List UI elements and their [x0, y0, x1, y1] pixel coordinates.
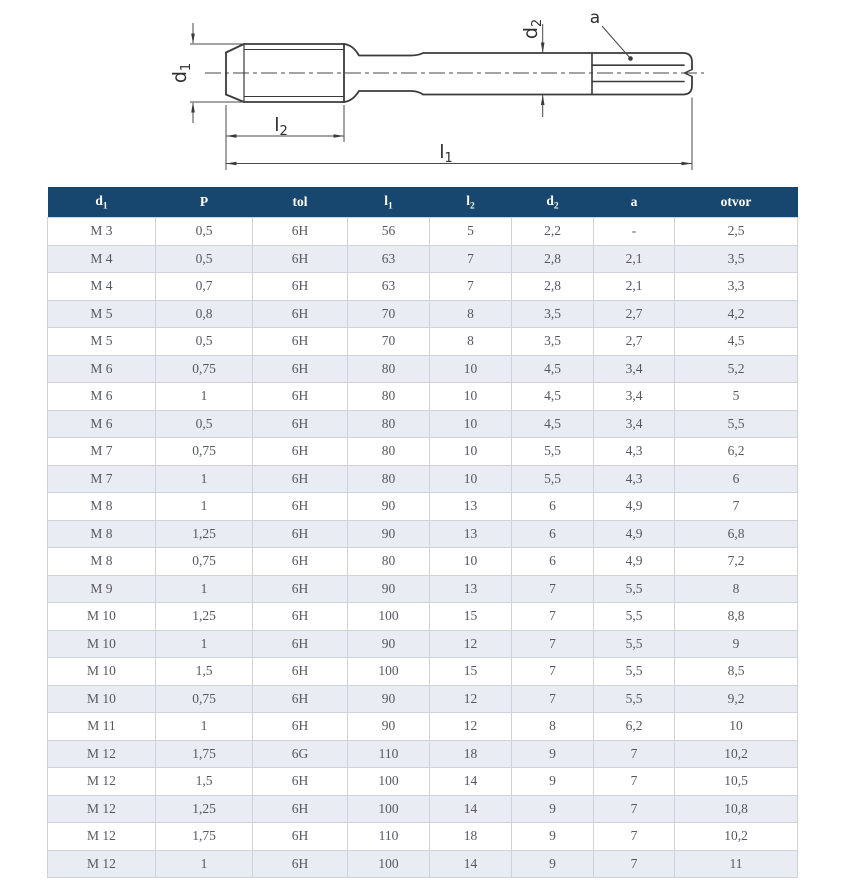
column-header: otvor — [675, 187, 798, 218]
table-cell: 1 — [156, 850, 253, 878]
table-cell: 4,3 — [594, 465, 675, 493]
table-cell: M 5 — [48, 328, 156, 356]
table-cell: M 6 — [48, 383, 156, 411]
table-row — [48, 273, 798, 301]
table-cell: 63 — [348, 273, 430, 301]
table-cell: 9,2 — [675, 685, 798, 713]
table-cell: 10,5 — [675, 768, 798, 796]
table-cell: 7 — [430, 273, 512, 301]
table-cell: 2,8 — [512, 245, 594, 273]
table-cell: 6H — [253, 795, 348, 823]
table-cell: 80 — [348, 465, 430, 493]
table-cell: M 10 — [48, 630, 156, 658]
column-header: $l_2$ — [430, 187, 512, 218]
table-cell: 12 — [430, 685, 512, 713]
table-cell: 0,75 — [156, 685, 253, 713]
table-cell: 2,1 — [594, 245, 675, 273]
table-cell: M 7 — [48, 465, 156, 493]
table-cell: 80 — [348, 383, 430, 411]
table-cell: 4,2 — [675, 300, 798, 328]
table-cell: 8,8 — [675, 603, 798, 631]
spec-table — [47, 187, 798, 878]
table-cell: 4,9 — [594, 548, 675, 576]
table-row — [48, 658, 798, 686]
table-cell: 56 — [348, 218, 430, 246]
table-row — [48, 603, 798, 631]
table-cell: 2,7 — [594, 300, 675, 328]
table-cell: 9 — [512, 850, 594, 878]
table-cell: 15 — [430, 658, 512, 686]
table-cell: 13 — [430, 520, 512, 548]
table-cell: 0,5 — [156, 245, 253, 273]
table-cell: 70 — [348, 328, 430, 356]
table-cell: M 10 — [48, 603, 156, 631]
table-cell: 6H — [253, 548, 348, 576]
table-cell: 6H — [253, 768, 348, 796]
table-cell: M 3 — [48, 218, 156, 246]
table-cell: 7 — [594, 823, 675, 851]
table-cell: 1 — [156, 630, 253, 658]
table-cell: 6H — [253, 465, 348, 493]
table-cell: 5,2 — [675, 355, 798, 383]
table-cell: 90 — [348, 630, 430, 658]
table-cell: 2,8 — [512, 273, 594, 301]
table-cell: M 4 — [48, 245, 156, 273]
table-cell: 18 — [430, 823, 512, 851]
table-cell: 100 — [348, 658, 430, 686]
table-cell: M 12 — [48, 768, 156, 796]
table-cell: 10 — [430, 438, 512, 466]
table-cell: 1,75 — [156, 740, 253, 768]
table-cell: 7 — [430, 245, 512, 273]
table-cell: 4,5 — [675, 328, 798, 356]
table-cell: 63 — [348, 245, 430, 273]
table-cell: 7 — [512, 575, 594, 603]
table-cell: 6H — [253, 850, 348, 878]
column-header: tol — [253, 187, 348, 218]
table-cell: 2,7 — [594, 328, 675, 356]
table-cell: 1,25 — [156, 520, 253, 548]
table-cell: 15 — [430, 603, 512, 631]
table-cell: 5,5 — [594, 658, 675, 686]
table-cell: 5 — [430, 218, 512, 246]
table-cell: 6H — [253, 520, 348, 548]
table-cell: 5,5 — [594, 575, 675, 603]
table-cell: 80 — [348, 355, 430, 383]
table-cell: 9 — [675, 630, 798, 658]
table-row — [48, 823, 798, 851]
table-cell: 10 — [430, 410, 512, 438]
table-cell: 6H — [253, 603, 348, 631]
column-header: $l_1$ — [348, 187, 430, 218]
table-cell: 6H — [253, 383, 348, 411]
table-cell: 9 — [512, 795, 594, 823]
table-cell: 2,1 — [594, 273, 675, 301]
table-cell: 9 — [512, 740, 594, 768]
table-cell: 6H — [253, 685, 348, 713]
table-cell: 0,5 — [156, 328, 253, 356]
table-cell: 4,9 — [594, 493, 675, 521]
table-cell: - — [594, 218, 675, 246]
column-header: P — [156, 187, 253, 218]
table-cell: M 9 — [48, 575, 156, 603]
table-cell: 10 — [430, 355, 512, 383]
table-cell: M 10 — [48, 658, 156, 686]
table-cell: 0,8 — [156, 300, 253, 328]
table-cell: 14 — [430, 768, 512, 796]
tap-technical-drawing — [0, 0, 843, 187]
table-cell: 6 — [675, 465, 798, 493]
table-cell: 90 — [348, 575, 430, 603]
table-cell: 90 — [348, 493, 430, 521]
table-cell: 5,5 — [594, 685, 675, 713]
table-cell: 0,5 — [156, 410, 253, 438]
table-cell: 110 — [348, 740, 430, 768]
table-cell: 100 — [348, 768, 430, 796]
column-header: $d_1$ — [48, 187, 156, 218]
table-row — [48, 465, 798, 493]
table-cell: M 6 — [48, 355, 156, 383]
table-cell: 5,5 — [675, 410, 798, 438]
table-row — [48, 218, 798, 246]
table-cell: 80 — [348, 410, 430, 438]
table-cell: 7 — [512, 685, 594, 713]
table-cell: 8 — [430, 300, 512, 328]
table-cell: 6H — [253, 300, 348, 328]
table-cell: 6H — [253, 658, 348, 686]
table-cell: M 12 — [48, 823, 156, 851]
table-cell: 12 — [430, 630, 512, 658]
table-row — [48, 548, 798, 576]
table-cell: 3,3 — [675, 273, 798, 301]
table-cell: 6,2 — [594, 713, 675, 741]
table-cell: 6H — [253, 630, 348, 658]
dimension-labels — [169, 8, 600, 166]
table-cell: 14 — [430, 850, 512, 878]
table-cell: 80 — [348, 548, 430, 576]
table-cell: 2,5 — [675, 218, 798, 246]
table-cell: 110 — [348, 823, 430, 851]
table-cell: M 8 — [48, 493, 156, 521]
table-cell: 6H — [253, 410, 348, 438]
table-cell: 70 — [348, 300, 430, 328]
table-cell: 4,5 — [512, 410, 594, 438]
table-row — [48, 245, 798, 273]
table-cell: 6H — [253, 355, 348, 383]
table-cell: 8,5 — [675, 658, 798, 686]
table-cell: 6H — [253, 328, 348, 356]
table-cell: 10,2 — [675, 740, 798, 768]
table-row — [48, 383, 798, 411]
label-d1: $d_1$ — [169, 62, 194, 84]
spec-table-body — [48, 218, 798, 878]
table-cell: 9 — [512, 823, 594, 851]
table-cell: 1,5 — [156, 658, 253, 686]
table-cell: 14 — [430, 795, 512, 823]
tap-drawing-svg — [0, 0, 843, 187]
table-cell: 4,3 — [594, 438, 675, 466]
table-cell: 6,2 — [675, 438, 798, 466]
table-cell: M 8 — [48, 548, 156, 576]
table-cell: 3,4 — [594, 383, 675, 411]
table-cell: 6H — [253, 218, 348, 246]
table-header-row — [48, 187, 798, 218]
table-cell: 4,5 — [512, 383, 594, 411]
table-cell: 6,8 — [675, 520, 798, 548]
table-row — [48, 740, 798, 768]
table-cell: 6 — [512, 493, 594, 521]
table-cell: 6H — [253, 823, 348, 851]
table-cell: M 8 — [48, 520, 156, 548]
table-cell: 11 — [675, 850, 798, 878]
table-cell: 3,5 — [675, 245, 798, 273]
table-cell: 7 — [594, 740, 675, 768]
table-cell: 100 — [348, 795, 430, 823]
table-row — [48, 493, 798, 521]
table-cell: 5,5 — [512, 465, 594, 493]
table-cell: 6H — [253, 438, 348, 466]
table-cell: 3,5 — [512, 328, 594, 356]
table-cell: 90 — [348, 685, 430, 713]
table-cell: 6 — [512, 520, 594, 548]
table-cell: 2,2 — [512, 218, 594, 246]
table-cell: 7 — [594, 795, 675, 823]
table-cell: M 4 — [48, 273, 156, 301]
table-cell: 1,25 — [156, 603, 253, 631]
table-cell: 5 — [675, 383, 798, 411]
table-row — [48, 850, 798, 878]
table-cell: 6G — [253, 740, 348, 768]
table-cell: 0,7 — [156, 273, 253, 301]
table-cell: 0,5 — [156, 218, 253, 246]
table-cell: 13 — [430, 575, 512, 603]
table-row — [48, 300, 798, 328]
table-cell: 10 — [430, 465, 512, 493]
table-cell: M 12 — [48, 795, 156, 823]
table-cell: 6H — [253, 575, 348, 603]
table-cell: 1 — [156, 493, 253, 521]
table-cell: 6 — [512, 548, 594, 576]
table-row — [48, 328, 798, 356]
table-cell: 0,75 — [156, 355, 253, 383]
table-cell: M 10 — [48, 685, 156, 713]
table-cell: M 12 — [48, 850, 156, 878]
table-cell: 0,75 — [156, 438, 253, 466]
table-cell: 10,8 — [675, 795, 798, 823]
table-cell: 0,75 — [156, 548, 253, 576]
table-cell: 3,5 — [512, 300, 594, 328]
table-cell: 13 — [430, 493, 512, 521]
table-cell: 1 — [156, 713, 253, 741]
table-row — [48, 438, 798, 466]
table-row — [48, 685, 798, 713]
table-cell: 7 — [594, 768, 675, 796]
table-cell: 4,9 — [594, 520, 675, 548]
table-cell: 7 — [512, 658, 594, 686]
table-row — [48, 575, 798, 603]
table-cell: 90 — [348, 713, 430, 741]
table-cell: 18 — [430, 740, 512, 768]
table-cell: M 6 — [48, 410, 156, 438]
column-header: $d_2$ — [512, 187, 594, 218]
table-cell: 4,5 — [512, 355, 594, 383]
table-cell: 7 — [512, 603, 594, 631]
table-row — [48, 713, 798, 741]
table-row — [48, 355, 798, 383]
table-cell: M 7 — [48, 438, 156, 466]
label-l2: $l_2$ — [274, 114, 288, 139]
table-cell: 8 — [675, 575, 798, 603]
table-cell: 7 — [675, 493, 798, 521]
table-cell: 80 — [348, 438, 430, 466]
table-cell: 7 — [594, 850, 675, 878]
table-cell: 6H — [253, 493, 348, 521]
table-cell: 1,5 — [156, 768, 253, 796]
table-cell: 1 — [156, 465, 253, 493]
table-cell: 10 — [430, 383, 512, 411]
table-cell: 9 — [512, 768, 594, 796]
table-row — [48, 630, 798, 658]
table-row — [48, 795, 798, 823]
table-cell: 90 — [348, 520, 430, 548]
table-cell: 8 — [430, 328, 512, 356]
table-cell: 7 — [512, 630, 594, 658]
table-cell: 1 — [156, 575, 253, 603]
table-cell: 5,5 — [594, 603, 675, 631]
table-cell: 10,2 — [675, 823, 798, 851]
table-cell: 1 — [156, 383, 253, 411]
table-cell: M 11 — [48, 713, 156, 741]
table-cell: 10 — [675, 713, 798, 741]
table-cell: 1,25 — [156, 795, 253, 823]
table-cell: 10 — [430, 548, 512, 576]
table-cell: 6H — [253, 713, 348, 741]
table-cell: 5,5 — [594, 630, 675, 658]
table-row — [48, 410, 798, 438]
column-header: a — [594, 187, 675, 218]
table-cell: 12 — [430, 713, 512, 741]
table-cell: 1,75 — [156, 823, 253, 851]
table-cell: 3,4 — [594, 410, 675, 438]
table-cell: 3,4 — [594, 355, 675, 383]
table-cell: 100 — [348, 850, 430, 878]
table-cell: 7,2 — [675, 548, 798, 576]
table-row — [48, 768, 798, 796]
label-a: a — [589, 8, 601, 28]
table-cell: 6H — [253, 273, 348, 301]
table-cell: 5,5 — [512, 438, 594, 466]
table-cell: M 5 — [48, 300, 156, 328]
label-l1: $l_1$ — [439, 141, 453, 166]
label-d2: $d_2$ — [520, 18, 545, 40]
table-cell: 8 — [512, 713, 594, 741]
table-cell: 6H — [253, 245, 348, 273]
table-row — [48, 520, 798, 548]
table-cell: 100 — [348, 603, 430, 631]
table-cell: M 12 — [48, 740, 156, 768]
